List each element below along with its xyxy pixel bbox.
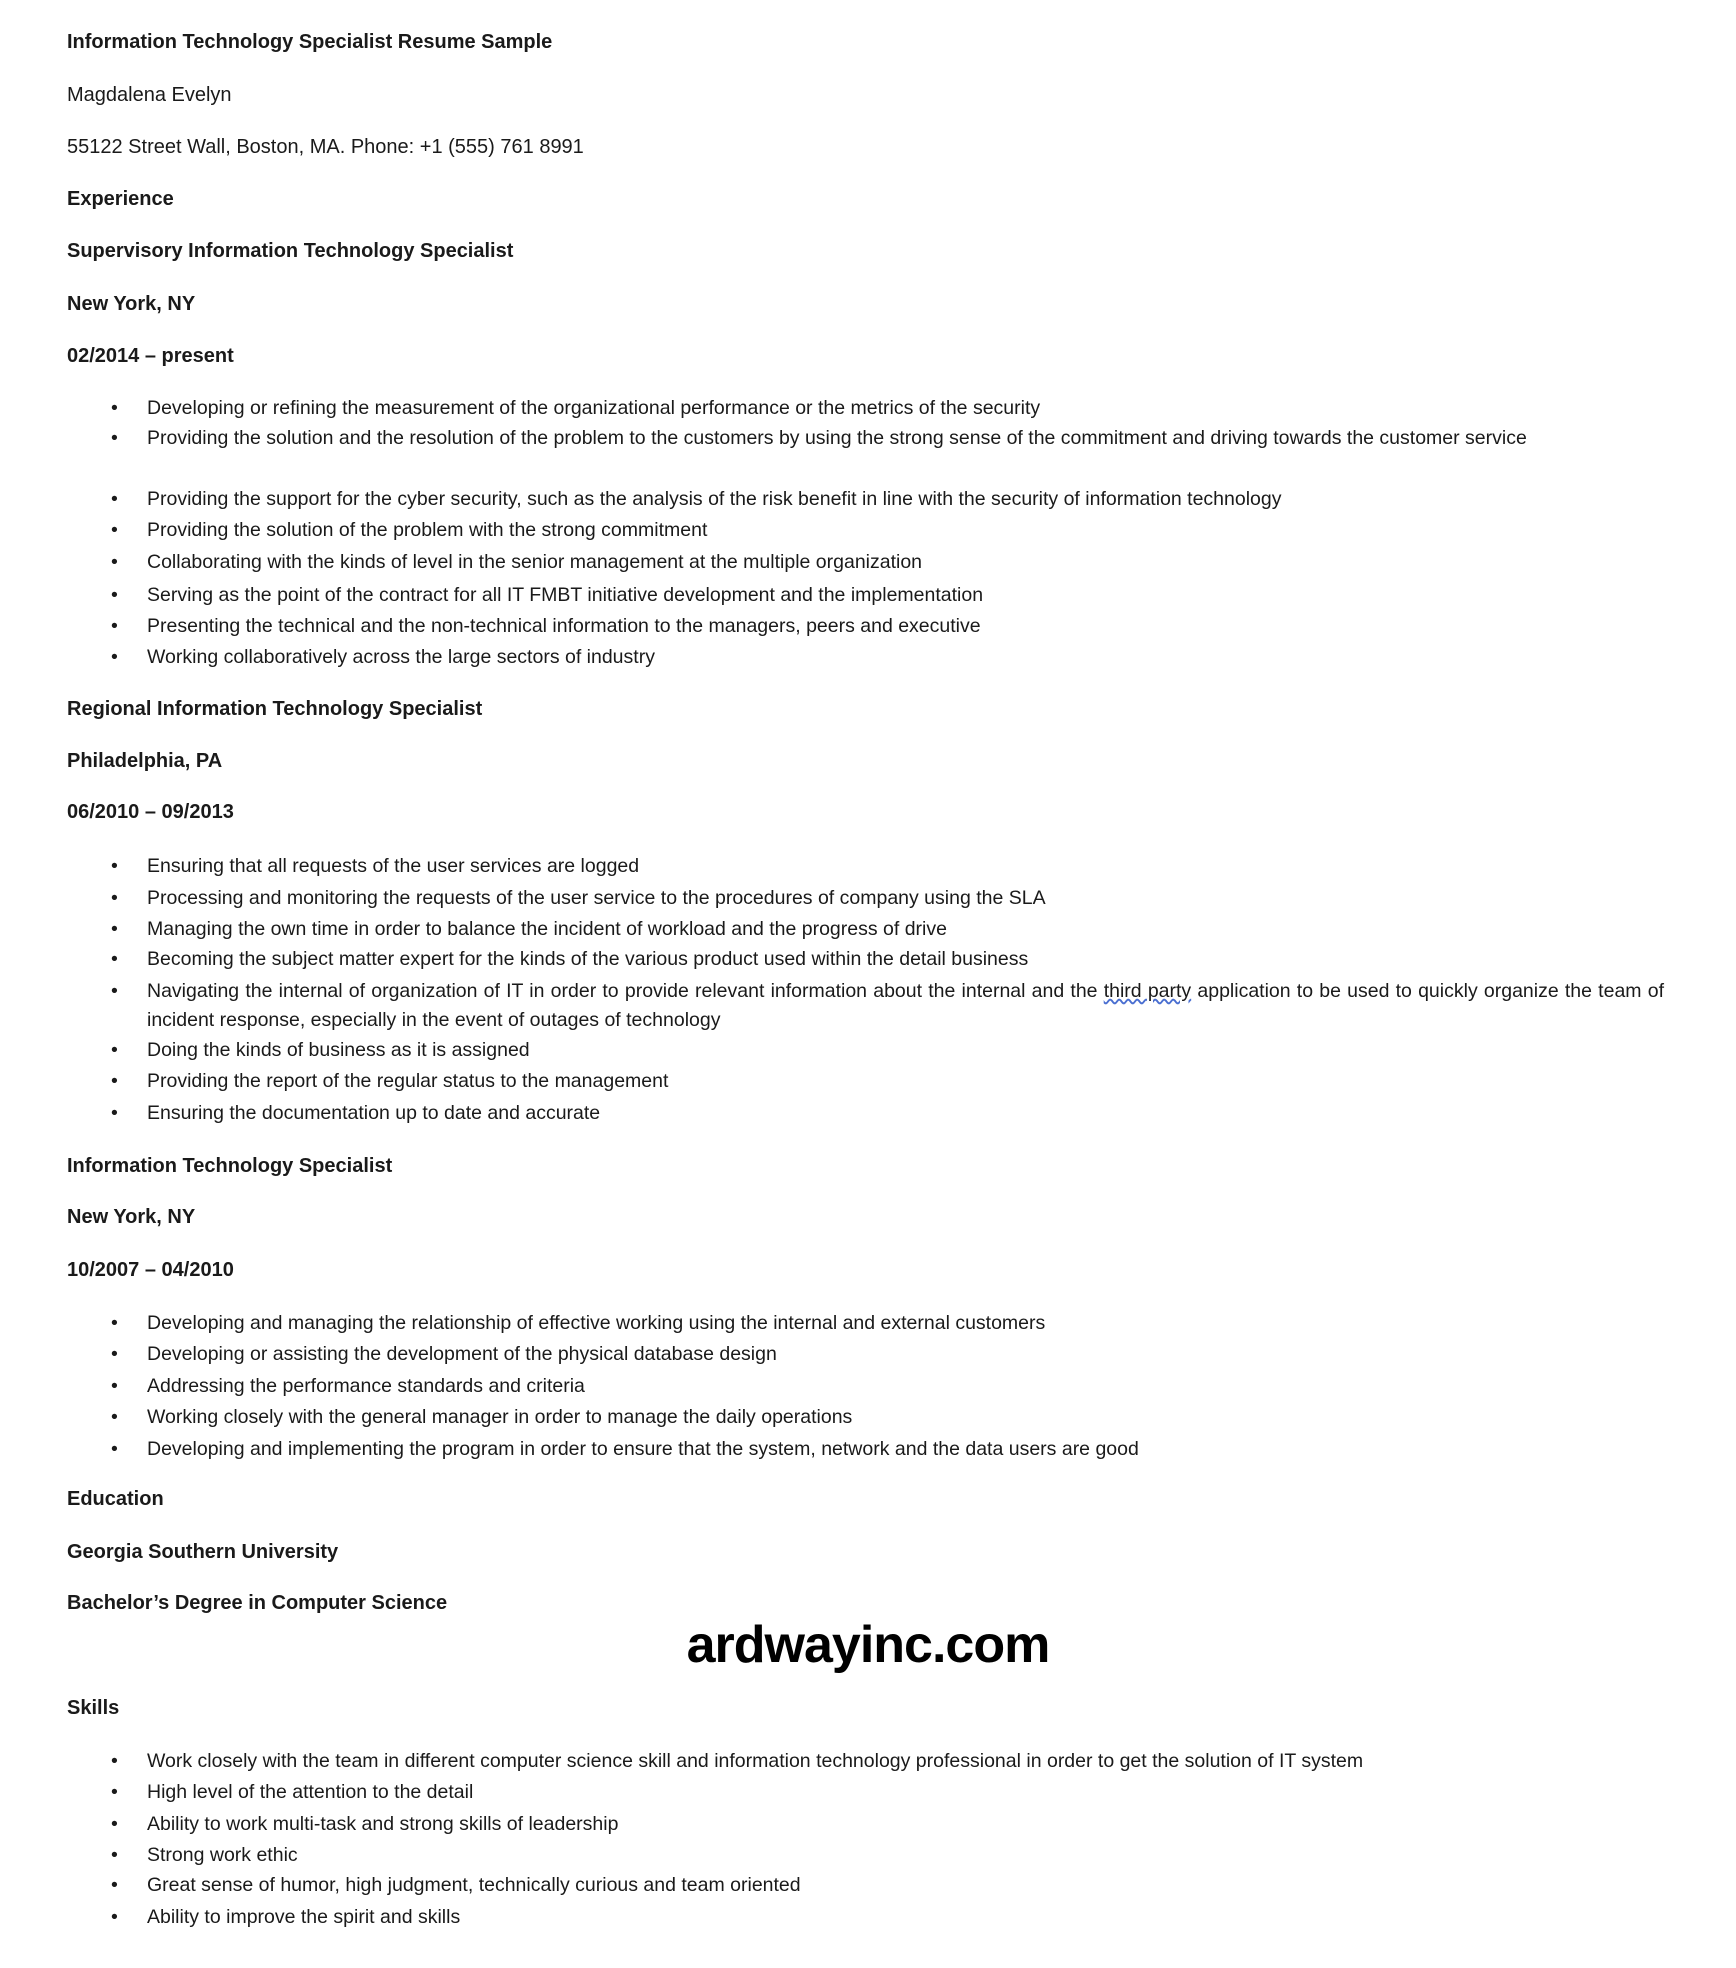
list-item: • Developing or refining the measurement of the organizational performance or the metrics of the security bbox=[111, 394, 1664, 423]
list-item: • Developing and managing the relationship of effective working using the internal and external customers bbox=[111, 1309, 1664, 1338]
list-item: • Ability to improve the spirit and skills bbox=[111, 1903, 1664, 1932]
list-item: • High level of the attention to the detail bbox=[111, 1778, 1664, 1807]
list-item: • Great sense of humor, high judgment, technically curious and team oriented bbox=[111, 1871, 1664, 1900]
list-item: • Providing the report of the regular status to the management bbox=[111, 1067, 1664, 1096]
list-item: • Providing the solution and the resolution of the problem to the customers by using the strong sense of the commitment and driving towards the customer service bbox=[111, 424, 1664, 453]
bullet-icon: • bbox=[111, 855, 118, 877]
list-item: • Providing the solution of the problem with the strong commitment bbox=[111, 516, 1664, 545]
bullet-icon: • bbox=[111, 948, 118, 970]
bullet-icon: • bbox=[111, 1438, 118, 1460]
job-dates: 10/2007 – 04/2010 bbox=[67, 1259, 234, 1281]
document-title: Information Technology Specialist Resume Sample bbox=[67, 31, 553, 53]
list-item: • Presenting the technical and the non-technical information to the managers, peers and executive bbox=[111, 612, 1664, 641]
contact-info: 55122 Street Wall, Boston, MA. Phone: +1 (555) 761 8991 bbox=[67, 136, 584, 158]
applicant-name: Magdalena Evelyn bbox=[67, 84, 232, 106]
list-item: • Becoming the subject matter expert for the kinds of the various product used within the detail business bbox=[111, 945, 1664, 974]
watermark: ardwayinc.com bbox=[686, 1616, 1050, 1674]
education-heading: Education bbox=[67, 1488, 164, 1510]
bullet-icon: • bbox=[111, 1343, 118, 1365]
list-item: • Doing the kinds of business as it is assigned bbox=[111, 1036, 1664, 1065]
list-item: • Processing and monitoring the requests of the user service to the procedures of company using the SLA bbox=[111, 884, 1664, 913]
list-item: • Working closely with the general manager in order to manage the daily operations bbox=[111, 1403, 1664, 1432]
list-item: • Ensuring the documentation up to date and accurate bbox=[111, 1099, 1664, 1128]
job-dates: 02/2014 – present bbox=[67, 345, 234, 367]
list-item: • Navigating the internal of organization of IT in order to provide relevant information about the internal and the third party application to be used to quickly organize the team of incident response, especially in the event of outages of technology bbox=[111, 977, 1664, 1035]
bullet-icon: • bbox=[111, 1844, 118, 1866]
job-title: Regional Information Technology Specialist bbox=[67, 698, 483, 720]
list-item: • Addressing the performance standards and criteria bbox=[111, 1372, 1664, 1401]
bullet-icon: • bbox=[111, 584, 118, 606]
bullet-icon: • bbox=[111, 1312, 118, 1334]
bullet-icon: • bbox=[111, 980, 118, 1002]
bullet-icon: • bbox=[111, 1406, 118, 1428]
bullet-icon: • bbox=[111, 1750, 118, 1772]
bullet-icon: • bbox=[111, 488, 118, 510]
list-item: • Developing or assisting the development of the physical database design bbox=[111, 1340, 1664, 1369]
bullet-icon: • bbox=[111, 1102, 118, 1124]
job-title: Supervisory Information Technology Specialist bbox=[67, 240, 514, 262]
bullet-icon: • bbox=[111, 1039, 118, 1061]
list-item: • Strong work ethic bbox=[111, 1841, 1664, 1870]
bullet-icon: • bbox=[111, 1906, 118, 1928]
bullet-icon: • bbox=[111, 519, 118, 541]
job-dates: 06/2010 – 09/2013 bbox=[67, 801, 234, 823]
bullet-icon: • bbox=[111, 397, 118, 419]
list-item: • Developing and implementing the program in order to ensure that the system, network and the data users are good bbox=[111, 1435, 1664, 1464]
list-item: • Providing the support for the cyber security, such as the analysis of the risk benefit in line with the security of information technology bbox=[111, 485, 1664, 514]
list-item: • Ability to work multi-task and strong skills of leadership bbox=[111, 1810, 1664, 1839]
degree: Bachelor’s Degree in Computer Science bbox=[67, 1592, 448, 1614]
school-name: Georgia Southern University bbox=[67, 1541, 339, 1563]
bullet-icon: • bbox=[111, 887, 118, 909]
bullet-icon: • bbox=[111, 615, 118, 637]
job-location: New York, NY bbox=[67, 1206, 196, 1228]
job-location: New York, NY bbox=[67, 293, 196, 315]
list-item: • Ensuring that all requests of the user services are logged bbox=[111, 852, 1664, 881]
bullet-icon: • bbox=[111, 1781, 118, 1803]
spellcheck-flagged-word: third party bbox=[1103, 980, 1192, 1002]
job-title: Information Technology Specialist bbox=[67, 1155, 393, 1177]
bullet-icon: • bbox=[111, 427, 118, 449]
bullet-icon: • bbox=[111, 646, 118, 668]
bullet-icon: • bbox=[111, 1813, 118, 1835]
list-item: • Managing the own time in order to balance the incident of workload and the progress of drive bbox=[111, 915, 1664, 944]
bullet-icon: • bbox=[111, 1070, 118, 1092]
bullet-icon: • bbox=[111, 1375, 118, 1397]
skills-heading: Skills bbox=[67, 1697, 120, 1719]
job-location: Philadelphia, PA bbox=[67, 750, 223, 772]
list-item: • Working collaboratively across the large sectors of industry bbox=[111, 643, 1664, 672]
experience-heading: Experience bbox=[67, 188, 174, 210]
list-item: • Work closely with the team in different computer science skill and information technology professional in order to get the solution of IT system bbox=[111, 1747, 1664, 1776]
bullet-icon: • bbox=[111, 1874, 118, 1896]
list-item: • Serving as the point of the contract for all IT FMBT initiative development and the implementation bbox=[111, 581, 1664, 610]
list-item: • Collaborating with the kinds of level in the senior management at the multiple organization bbox=[111, 548, 1664, 577]
bullet-icon: • bbox=[111, 918, 118, 940]
bullet-icon: • bbox=[111, 551, 118, 573]
